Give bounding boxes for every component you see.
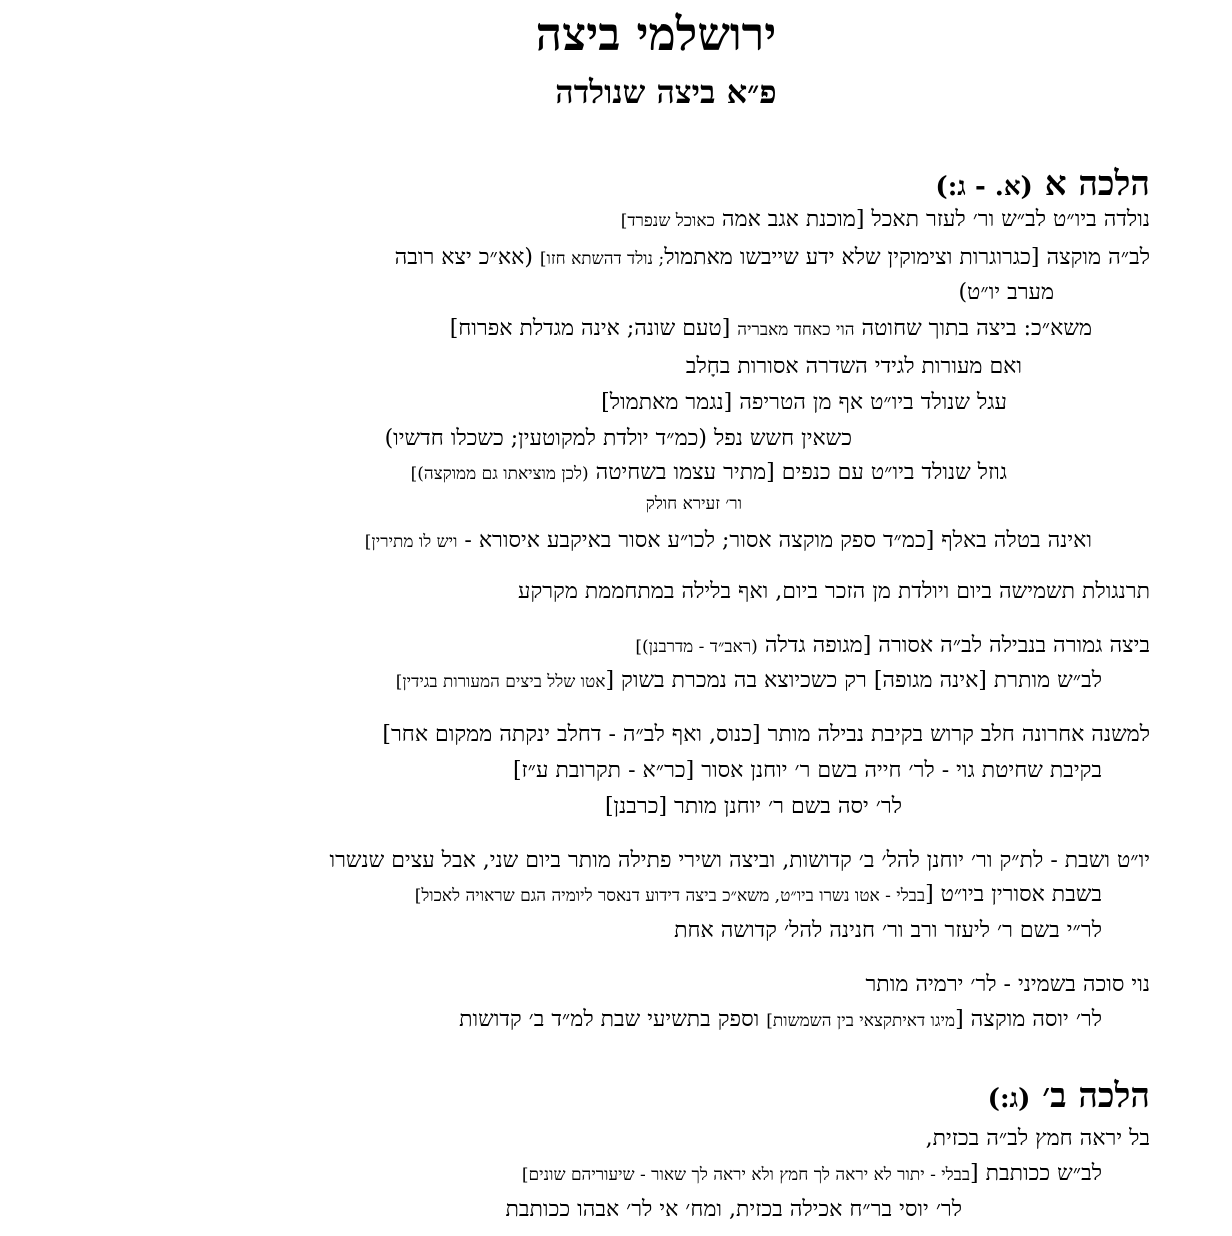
text-line: משא״כ: ביצה בתוך שחוטה הוי כאחד מאבריה [טעם שונה; אינה מגדלת אפרוח]	[449, 316, 1092, 341]
text-line: ואם מעורות לגידי השדרה אסורות בחָלב	[685, 354, 1022, 379]
text-line: לב״ש ככותבת [בבלי - יתור לא יראה לך חמץ ולא יראה לך שאור - שיעוריהם שונים]	[521, 1161, 1102, 1186]
text-line: לב״ש מותרת [אינה מגופה] רק כשכיוצא בה נמכרת בשוק [אטו שלל ביצים המעורות בגידין]	[395, 668, 1102, 693]
text-line: למשנה אחרונה חלב קרוש בקיבת נבילה מותר [כנוס, ואף לב״ה - דחלב ינקתה ממקום אחר]	[382, 722, 1150, 747]
text-line: נולדה ביו״ט לב״ש ור׳ לעזר תאכל [מוכנת אגב אמה כאוכל שנפרד]	[620, 207, 1150, 232]
text-line: לר״י בשם ר׳ ליעזר ורב ור׳ חנינה להל׳ קדושה אחת	[674, 918, 1102, 943]
text-line: יו״ט ושבת - לת״ק ור׳ יוחנן להל׳ ב׳ קדושות, וביצה ושירי פתילה מותר ביום שני, אבל עצים שנשרו	[329, 848, 1150, 873]
text-line: בל יראה חמץ לב״ה בכזית,	[925, 1126, 1150, 1151]
text-line: ביצה גמורה בנבילה לב״ה אסורה [מגופה גדלה (ראב״ד - מדרבנן)]	[635, 633, 1150, 658]
text-line: בשבת אסורין ביו״ט [בבלי - אטו נשרו ביו״ט, משא״כ ביצה דידוע דנאסר ליומיה הגם שראויה לאכול]	[414, 882, 1102, 907]
halacha-a-heading: הלכה א (א. - ג:)	[935, 164, 1150, 204]
text-line: לב״ה מוקצה [כגרוגרות וצימוקין שלא ידע שייבשו מאתמול; נולד דהשתא חזו] (אא״כ יצא רובה	[394, 245, 1150, 270]
text-line: לר׳ יוסה מוקצה [מיגו דאיתקצאי בין השמשות] וספק בתשיעי שבת למ״ד ב׳ קדושות	[459, 1007, 1102, 1032]
text-line: ור׳ זעירא חולק	[645, 494, 742, 514]
text-line: נוי סוכה בשמיני - לר׳ ירמיה מותר	[865, 972, 1150, 997]
text-line: גוזל שנולד ביו״ט עם כנפים [מתיר עצמו בשחיטה (לכן מוציאתו גם ממוקצה)]	[410, 460, 1007, 485]
text-line: לר׳ יוסי בר״ח אכילה בכזית, ומח׳ אי לר׳ אבהו ככותבת	[505, 1197, 962, 1222]
text-line: מערב יו״ט)	[958, 280, 1054, 305]
halacha-b-heading: הלכה ב׳ (ג:)	[987, 1076, 1150, 1116]
paragraph-tarnegolet: תרנגולת תשמישה ביום ויולדת מן הזכר ביום, ואף בלילה במתחממת מקרקע	[518, 579, 1150, 604]
page-subtitle: פ״א ביצה שנולדה	[555, 73, 777, 111]
text-line: בקיבת שחיטת גוי - לר׳ חייה בשם ר׳ יוחנן אסור [כר״א - תקרובת ע״ז]	[512, 758, 1102, 783]
text-line: לר׳ יסה בשם ר׳ יוחנן מותר [כרבנן]	[604, 794, 902, 819]
text-line: כשאין חשש נפל (כמ״ד יולדת למקוטעין; כשכלו חדשיו)	[384, 426, 852, 451]
text-line: ואינה בטלה באלף [כמ״ד ספק מוקצה אסור; לכו״ע אסור באיקבע איסורא - ויש לו מתירין]	[364, 528, 1092, 553]
page-title: ירושלמי ביצה	[535, 7, 777, 61]
text-line: עגל שנולד ביו״ט אף מן הטריפה [נגמר מאתמול]	[601, 390, 1007, 415]
